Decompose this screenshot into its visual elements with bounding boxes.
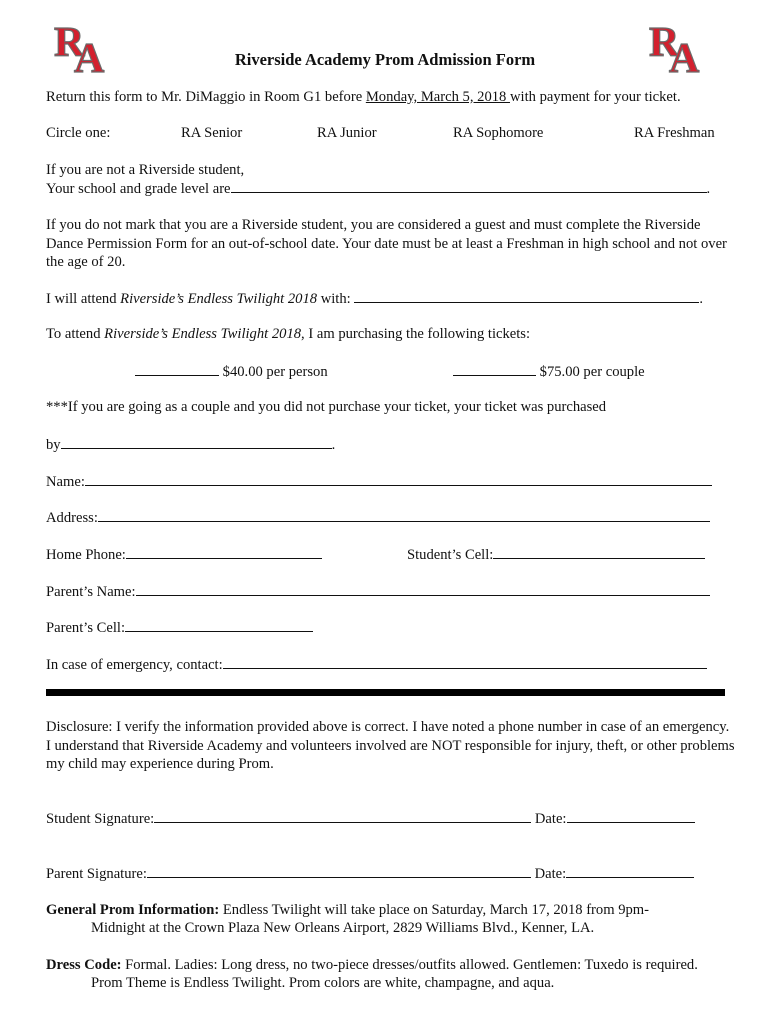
period: . xyxy=(331,437,336,453)
address-label: Address: xyxy=(46,510,98,526)
ticket-couple-row xyxy=(453,363,645,381)
option-ra-junior[interactable]: RA Junior xyxy=(317,125,377,141)
parent-cell-field[interactable] xyxy=(125,619,313,632)
student-signature-label: Student Signature: xyxy=(46,811,155,827)
home-phone-label: Home Phone: xyxy=(46,547,126,563)
student-cell-field[interactable] xyxy=(493,546,705,559)
student-signature-row xyxy=(46,810,695,828)
school-grade-row xyxy=(46,180,710,198)
address-field[interactable] xyxy=(98,509,710,522)
couple-note: ***If you are going as a couple and you did not purchase your ticket, your ticket was purchased xyxy=(46,399,607,415)
parent-name-row xyxy=(46,583,710,601)
name-label: Name: xyxy=(46,474,85,490)
date-name-field[interactable] xyxy=(354,290,699,303)
purchased-by-field[interactable] xyxy=(61,436,332,449)
dress-code-text1: Formal. Ladies: Long dress, no two-piece dresses/outfits allowed. Gentlemen: Tuxedo is required. xyxy=(121,957,698,973)
home-phone-field[interactable] xyxy=(126,546,322,559)
attend-with-row xyxy=(46,290,703,308)
attend-pre: I will attend xyxy=(46,291,121,307)
student-cell-label: Student’s Cell: xyxy=(407,547,494,563)
dress-code-line1 xyxy=(46,957,698,974)
circle-label: Circle one: xyxy=(46,125,111,141)
dress-code-line2: Prom Theme is Endless Twilight. Prom colors are white, champagne, and aqua. xyxy=(91,975,555,991)
parent-cell-row xyxy=(46,619,313,637)
period: . xyxy=(706,181,711,197)
option-ra-freshman[interactable]: RA Freshman xyxy=(634,125,715,141)
svg-text:A: A xyxy=(74,36,105,76)
school-grade-field[interactable] xyxy=(231,180,707,193)
attend-post: with: xyxy=(317,291,355,307)
student-date-field[interactable] xyxy=(567,810,695,823)
guest-paragraph: If you do not mark that you are a Riverside student, you are considered a guest and must complete the Riverside Dance Permission Form for an out-of-school date. Your date must be at least a Freshman in high school and not over the age of 20. xyxy=(46,217,727,270)
dress-code-heading: Dress Code: xyxy=(46,957,122,973)
period: . xyxy=(699,291,704,307)
return-date: Monday, March 5, 2018 xyxy=(365,89,510,105)
parent-signature-field[interactable] xyxy=(147,865,531,878)
event-name: Riverside’s Endless Twilight 2018 xyxy=(120,291,318,307)
emergency-field[interactable] xyxy=(223,656,707,669)
svg-text:A: A xyxy=(669,36,700,76)
ticket-person-field[interactable] xyxy=(135,363,219,376)
parent-cell-label: Parent’s Cell: xyxy=(46,620,126,636)
general-info-line2: Midnight at the Crown Plaza New Orleans Airport, 2829 Williams Blvd., Kenner, LA. xyxy=(91,920,595,936)
parent-signature-label: Parent Signature: xyxy=(46,866,147,882)
purchased-by-row xyxy=(46,436,335,454)
parent-name-label: Parent’s Name: xyxy=(46,584,136,600)
section-divider xyxy=(46,689,725,696)
emergency-row xyxy=(46,656,707,674)
to-attend-post: , I am purchasing the following tickets: xyxy=(301,326,531,342)
student-signature-field[interactable] xyxy=(154,810,531,823)
parent-name-field[interactable] xyxy=(136,583,710,596)
form-title: Riverside Academy Prom Admission Form xyxy=(234,50,536,69)
disclosure-paragraph: Disclosure: I verify the information provided above is correct. I have noted a phone number in case of an emergency. I understand that Riverside Academy and volunteers involved are NOT responsible for injury, theft, or other problems my child may experience during Prom. xyxy=(46,719,735,772)
ticket-person-row xyxy=(135,363,328,381)
ticket-person-label: $40.00 per person xyxy=(219,364,328,380)
option-ra-sophomore[interactable]: RA Sophomore xyxy=(453,125,544,141)
general-info-line1 xyxy=(46,902,649,919)
svg-text:R: R xyxy=(54,20,85,66)
parent-date-field[interactable] xyxy=(566,865,694,878)
by-label: by xyxy=(46,437,61,453)
name-row xyxy=(46,473,712,491)
tickets-intro xyxy=(46,326,530,343)
address-row xyxy=(46,509,710,527)
return-text-post: with payment for your ticket. xyxy=(509,89,681,105)
general-info-text1: Endless Twilight will take place on Saturday, March 17, 2018 from 9pm- xyxy=(219,902,650,918)
ticket-couple-field[interactable] xyxy=(453,363,536,376)
to-attend-pre: To attend xyxy=(46,326,105,342)
return-instructions xyxy=(46,89,681,106)
return-text-pre: Return this form to Mr. DiMaggio in Room G1 before xyxy=(46,89,366,105)
parent-date-label: Date: xyxy=(530,866,567,882)
student-cell-row xyxy=(407,546,705,564)
name-field[interactable] xyxy=(85,473,712,486)
emergency-label: In case of emergency, contact: xyxy=(46,657,223,673)
student-date-label: Date: xyxy=(531,811,567,827)
option-ra-senior[interactable]: RA Senior xyxy=(181,125,243,141)
svg-text:R: R xyxy=(649,20,680,66)
home-phone-row xyxy=(46,546,322,564)
ticket-couple-label: $75.00 per couple xyxy=(536,364,645,380)
general-info-heading: General Prom Information: xyxy=(46,902,220,918)
event-name: Riverside’s Endless Twilight 2018 xyxy=(104,326,302,342)
not-student-line1: If you are not a Riverside student, xyxy=(46,162,245,178)
school-grade-label: Your school and grade level are xyxy=(46,181,231,197)
parent-signature-row xyxy=(46,865,694,883)
